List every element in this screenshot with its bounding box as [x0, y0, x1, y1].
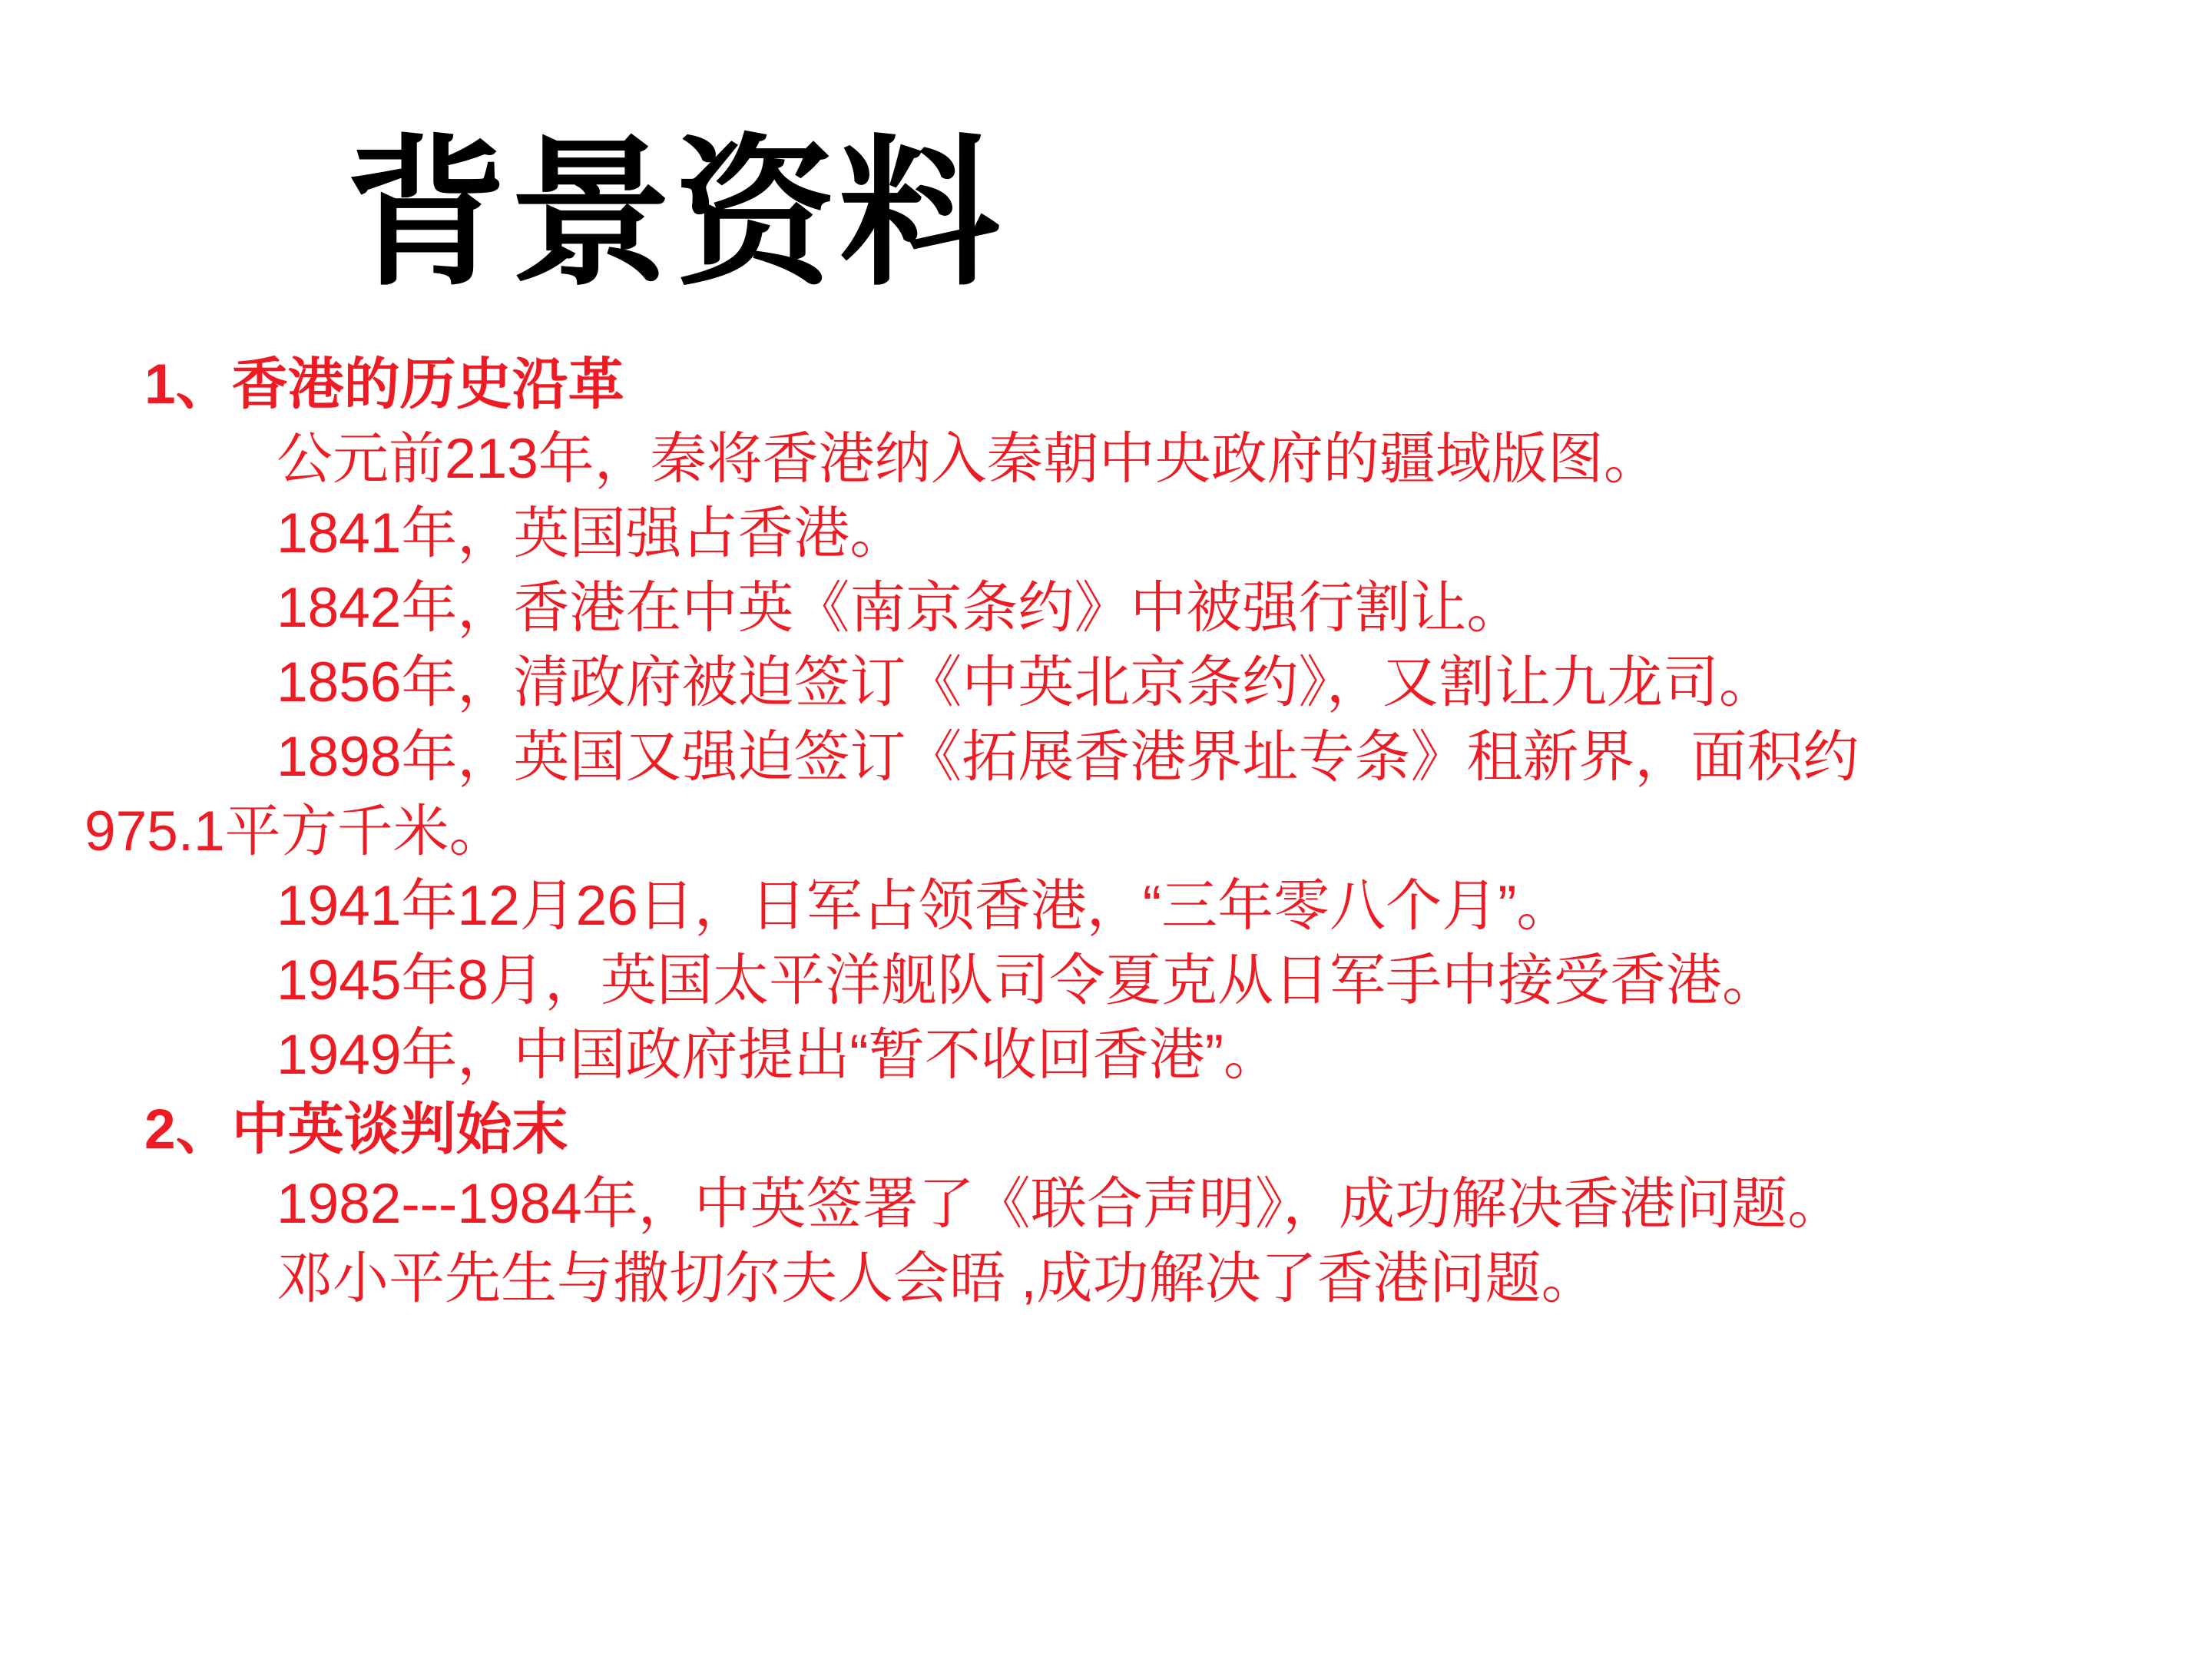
slide-body	[84, 347, 2147, 1316]
paragraph-1949: 1949年，中国政府提出“暂不收回香港”。	[276, 1024, 1280, 1086]
paragraph-1945: 1945年8月，英国太平洋舰队司令夏克从日军手中接受香港。	[276, 949, 1778, 1012]
paragraph-1842: 1842年，香港在中英《南京条约》中被强行割让。	[276, 577, 1523, 639]
paragraph-1898: 1898年，英国又强迫签订《拓展香港界址专条》租新界，面积约	[276, 726, 1859, 788]
paragraph-1898-continuation: 975.1平方千米。	[84, 800, 505, 863]
paragraph-deng-thatcher: 邓小平先生与撒切尔夫人会晤 ,成功解决了香港问题。	[276, 1247, 1598, 1310]
paragraph-1841: 1841年，英国强占香港。	[276, 502, 906, 565]
section-1-heading: 1、香港的历史沿革	[144, 353, 624, 416]
slide-title: 背景资料	[346, 127, 1004, 305]
paragraph-1982-1984: 1982---1984年，中英签署了《联合声明》，成功解决香港问题。	[276, 1173, 1844, 1235]
paragraph-1941: 1941年12月26日，日军占领香港，“三年零八个月”。	[276, 875, 1573, 937]
paragraph-1856: 1856年，清政府被迫签订《中英北京条约》，又割让九龙司。	[276, 651, 1775, 714]
section-2-heading: 2、中英谈判始末	[144, 1098, 568, 1161]
paragraph-qin-dynasty: 公元前213年，秦将香港纳入秦朝中央政府的疆域版图。	[276, 428, 1660, 490]
